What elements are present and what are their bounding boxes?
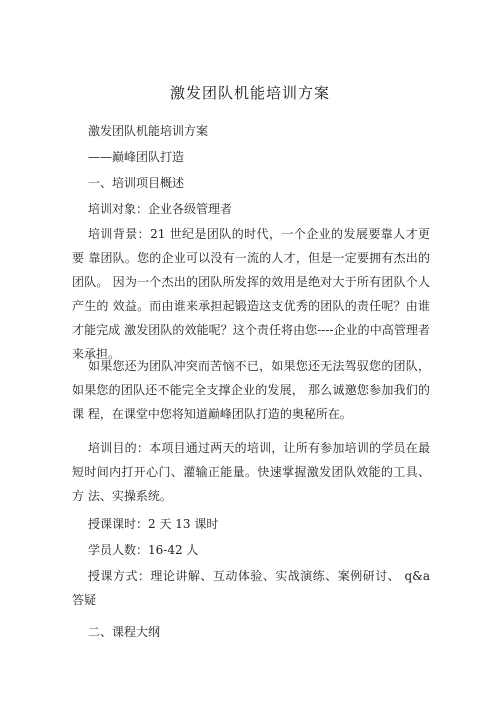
training-audience: 培训对象：企业各级管理者 xyxy=(88,202,233,216)
participant-count: 学员人数：16-42 人 xyxy=(88,543,199,557)
document-title: 激发团队机能培训方案 xyxy=(169,84,330,102)
purpose-paragraph: 培训目的：本项目通过两天的培训，让所有参加培训的学员在最 短时间内打开心门、灌输正能量。快速掌握激发团队效能的工具、方 法、实操系统。 xyxy=(72,441,430,503)
section-heading-outline: 二、课程大纲 xyxy=(88,625,161,639)
background-paragraph: 培训背景：21 世纪是团队的时代，一个企业的发展要靠人才更要 靠团队。您的企业可以没有一流的人才，但是一定要拥有杰出的团队。 因为一个杰出的团队所发挥的效用是绝对大于所有团队个人产生的 效益。而由谁来承担起锻造这支优秀的团队的责任呢？由谁才能完成 激发团队的效能呢？这个责任将由您----企业的中高管理者来承担。 xyxy=(72,227,430,361)
invitation-paragraph: 如果您还为团队冲突而苦恼不已，如果您还无法驾驭您的团队， 如果您的团队还不能完全支撑企业的发展， 那么诚邀您参加我们的课 程，在课堂中您将知道巅峰团队打造的奥秘所在。 xyxy=(72,359,430,421)
section-heading-overview: 一、培训项目概述 xyxy=(88,176,185,190)
teaching-method: 授课方式：理论讲解、互动体验、实战演练、案例研讨、 q&a 答疑 xyxy=(72,569,430,607)
tagline: ——巅峰团队打造 xyxy=(88,150,185,164)
course-duration: 授课课时：2 天 13 课时 xyxy=(88,517,219,531)
subtitle: 激发团队机能培训方案 xyxy=(88,124,209,138)
